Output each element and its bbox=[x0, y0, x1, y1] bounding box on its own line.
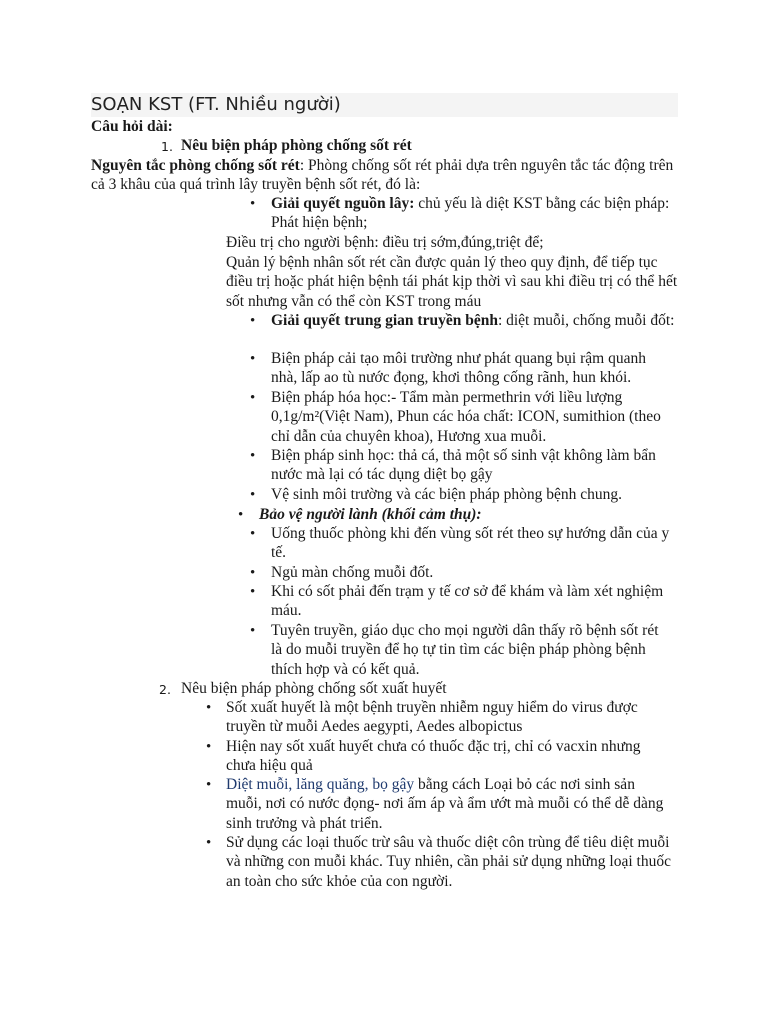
q1-title: Nêu biện pháp phòng chống sốt rét bbox=[181, 137, 412, 154]
bullet-icon: • bbox=[250, 487, 256, 503]
q2-number: 2. bbox=[159, 682, 171, 697]
q2-item-3 bbox=[226, 775, 668, 833]
bullet-icon: • bbox=[250, 526, 256, 542]
protect-measure-2: Ngủ màn chống muỗi đốt. bbox=[271, 564, 434, 581]
vector-measure-3: Biện pháp sinh học: thả cá, thả một số sinh vật không làm bẩn nước mà lại có tác dụng diệt bọ gậy bbox=[271, 447, 656, 484]
bullet-icon: • bbox=[206, 835, 212, 851]
vector-measure-4: Vệ sinh môi trường và các biện pháp phòng bệnh chung. bbox=[271, 486, 623, 503]
bullet-icon: • bbox=[206, 700, 212, 716]
bullet-icon: • bbox=[238, 507, 244, 523]
bullet-icon: • bbox=[206, 739, 212, 755]
section-heading: Câu hỏi dài: bbox=[91, 118, 173, 135]
principle-text: : Phòng chống sốt rét phải dựa trên nguyên tắc tác động trên cả 3 khâu của quá trình lây truyền bệnh sốt rét, đó là: bbox=[91, 157, 674, 194]
q1-principle bbox=[91, 156, 681, 195]
bullet-icon: • bbox=[250, 390, 256, 406]
source-line-3: Quản lý bệnh nhân sốt rét cần được quản lý theo quy định, để tiếp tục điều trị hoặc phát hiện bệnh tái phát kịp thời vì sau khi điều trị có thể hết sốt nhưng vẫn có thể còn KST trong máu bbox=[226, 254, 678, 310]
vector-measure-1: Biện pháp cải tạo môi trường như phát quang bụi rậm quanh nhà, lấp ao tù nước đọng, khơi thông cống rãnh, hun khói. bbox=[271, 350, 646, 387]
protect-measure-4: Tuyên truyền, giáo dục cho mọi người dân thấy rõ bệnh sốt rét là do muỗi truyền để họ tự tin tìm các biện pháp phòng bệnh thích hợp và có kết quả. bbox=[271, 622, 659, 678]
bullet-icon: • bbox=[250, 565, 256, 581]
vector-text: : diệt muỗi, chống muỗi đốt: bbox=[497, 312, 675, 329]
bullet-icon: • bbox=[250, 196, 256, 212]
protect-measure-1: Uống thuốc phòng khi đến vùng sốt rét theo sự hướng dẫn của y tế. bbox=[271, 525, 670, 562]
vector-label: Giải quyết trung gian truyền bệnh bbox=[271, 312, 498, 329]
q2-item-2: Hiện nay sốt xuất huyết chưa có thuốc đặc trị, chỉ có vacxin nhưng chưa hiệu quả bbox=[226, 738, 641, 775]
bullet-icon: • bbox=[250, 623, 256, 639]
protect-measure-3: Khi có sốt phải đến trạm y tế cơ sở để khám và làm xét nghiệm máu. bbox=[271, 583, 664, 620]
protect-label: Bảo vệ người lành (khối cảm thụ): bbox=[259, 506, 482, 523]
source-line-2: Điều trị cho người bệnh: điều trị sớm,đúng,triệt để; bbox=[226, 234, 544, 251]
q2-item-1: Sốt xuất huyết là một bệnh truyền nhiễm nguy hiểm do virus được truyền từ muỗi Aedes aegypti, Aedes albopictus bbox=[226, 699, 638, 736]
bullet-icon: • bbox=[250, 584, 256, 600]
vector-item bbox=[271, 311, 676, 330]
q1-number: 1. bbox=[161, 139, 173, 154]
q2-item-4: Sử dụng các loại thuốc trừ sâu và thuốc diệt côn trùng để tiêu diệt muỗi và những con muỗi khác. Tuy nhiên, cần phải sử dụng những loại thuốc an toàn cho sức khỏe của con người. bbox=[226, 834, 671, 890]
bullet-icon: • bbox=[250, 351, 256, 367]
q2-item-3-text: bằng cách Loại bỏ các nơi sinh sản muỗi, nơi có nước đọng- nơi ấm áp và ẩm ướt mà muỗi có thể dễ dàng sinh trưởng và phát triển. bbox=[226, 776, 664, 832]
q2-title: Nêu biện pháp phòng chống sốt xuất huyết bbox=[181, 680, 447, 697]
principle-label: Nguyên tắc phòng chống sốt rét bbox=[91, 157, 300, 174]
source-text: chủ yếu là diệt KST bằng các biện pháp: Phát hiện bệnh; bbox=[271, 195, 670, 232]
source-label: Giải quyết nguồn lây: bbox=[271, 195, 415, 212]
vector-measure-2: Biện pháp hóa học:- Tẩm màn permethrin với liều lượng 0,1g/m²(Việt Nam), Phun các hóa chất: ICON, sumithion (theo chỉ dẫn của chuyên khoa), Hương xua muỗi. bbox=[271, 389, 661, 445]
document-title: SOẠN KST (FT. Nhiều người) bbox=[91, 93, 678, 117]
bullet-icon: • bbox=[206, 777, 212, 793]
q2-item-3-highlight: Diệt muỗi, lăng quăng, bọ gậy bbox=[226, 776, 415, 793]
bullet-icon: • bbox=[250, 448, 256, 464]
bullet-icon: • bbox=[250, 313, 256, 329]
source-item bbox=[271, 194, 671, 233]
